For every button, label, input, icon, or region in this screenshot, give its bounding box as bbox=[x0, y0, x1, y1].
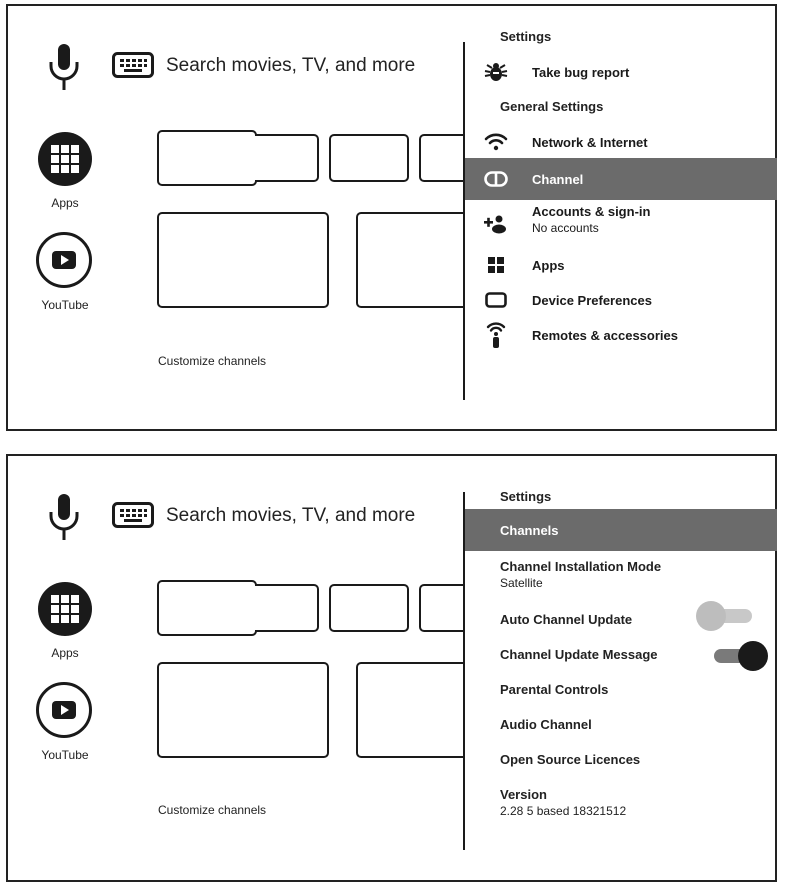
open-source-licences[interactable] bbox=[465, 752, 777, 767]
device-preferences-label: Device Preferences bbox=[532, 292, 652, 308]
wifi-icon bbox=[483, 132, 509, 152]
tv-screen-channel-settings bbox=[6, 454, 777, 882]
channels-header[interactable] bbox=[465, 509, 777, 551]
youtube-play-icon bbox=[52, 701, 76, 719]
search-bar[interactable]: Search movies, TV, and more bbox=[166, 55, 416, 76]
menu-item-device-preferences[interactable] bbox=[465, 282, 777, 318]
program-tile[interactable] bbox=[157, 662, 329, 758]
parental-controls-label: Parental Controls bbox=[500, 682, 609, 697]
apps-grid-icon bbox=[51, 595, 79, 623]
auto-channel-update-label: Auto Channel Update bbox=[500, 612, 633, 627]
youtube-label: YouTube bbox=[41, 298, 89, 312]
bug-icon bbox=[483, 62, 509, 82]
installation-mode-label: Channel Installation Mode bbox=[500, 559, 662, 574]
channel-tile[interactable] bbox=[255, 584, 319, 632]
accounts-label: Accounts & sign-in bbox=[532, 204, 651, 219]
channel-tile-focused[interactable] bbox=[157, 580, 257, 636]
menu-item-accounts[interactable] bbox=[465, 204, 777, 244]
tv-icon bbox=[483, 290, 509, 310]
version-info[interactable] bbox=[465, 787, 777, 818]
program-tile[interactable] bbox=[157, 212, 329, 308]
customize-channels-link[interactable]: Customize channels bbox=[158, 354, 267, 368]
network-label: Network & Internet bbox=[532, 134, 648, 150]
menu-item-bug-report[interactable] bbox=[465, 54, 777, 90]
version-label: Version bbox=[500, 787, 547, 802]
youtube-play-icon bbox=[52, 251, 76, 269]
program-tile[interactable] bbox=[356, 212, 463, 308]
microphone-icon[interactable] bbox=[48, 44, 80, 92]
channel-update-message-toggle[interactable] bbox=[708, 641, 768, 671]
apps-icon[interactable] bbox=[38, 132, 92, 186]
settings-title: Settings bbox=[500, 489, 552, 504]
apps-grid-icon bbox=[51, 145, 79, 173]
tv-screen-settings-menu bbox=[6, 4, 777, 431]
channel-installation-mode[interactable] bbox=[465, 559, 777, 590]
customize-channels-link[interactable]: Customize channels bbox=[158, 803, 267, 817]
microphone-icon[interactable] bbox=[48, 494, 80, 542]
version-value: 2.28 5 based 18321512 bbox=[500, 804, 627, 818]
toggle-knob bbox=[738, 641, 768, 671]
apps-label: Apps bbox=[51, 196, 79, 210]
audio-channel-label: Audio Channel bbox=[500, 717, 592, 732]
youtube-icon[interactable] bbox=[36, 232, 92, 288]
channels-header-label: Channels bbox=[500, 522, 559, 538]
menu-item-apps[interactable] bbox=[465, 247, 777, 283]
menu-item-remotes[interactable] bbox=[465, 317, 777, 353]
parental-controls[interactable] bbox=[465, 682, 777, 697]
accounts-text bbox=[532, 204, 650, 235]
channel-tile[interactable] bbox=[419, 134, 463, 182]
settings-title: Settings bbox=[500, 29, 552, 44]
apps-label: Apps bbox=[51, 646, 79, 660]
apps-grid-icon bbox=[483, 255, 509, 275]
bug-report-label: Take bug report bbox=[532, 64, 630, 80]
channel-icon bbox=[483, 169, 509, 189]
apps-menu-label: Apps bbox=[532, 257, 565, 273]
channel-label: Channel bbox=[532, 171, 584, 187]
menu-item-channel[interactable] bbox=[465, 158, 777, 200]
open-source-licences-label: Open Source Licences bbox=[500, 752, 641, 767]
menu-item-network[interactable] bbox=[465, 124, 777, 160]
youtube-label: YouTube bbox=[41, 748, 89, 762]
auto-channel-update-toggle[interactable] bbox=[696, 601, 756, 631]
keyboard-icon[interactable] bbox=[112, 502, 154, 528]
channel-tile[interactable] bbox=[329, 584, 409, 632]
channel-tile[interactable] bbox=[419, 584, 463, 632]
channel-tile-focused[interactable] bbox=[157, 130, 257, 186]
installation-mode-value: Satellite bbox=[500, 576, 543, 590]
remote-icon bbox=[483, 325, 509, 345]
add-account-icon bbox=[483, 214, 509, 234]
remotes-label: Remotes & accessories bbox=[532, 327, 678, 343]
youtube-icon[interactable] bbox=[36, 682, 92, 738]
search-bar[interactable]: Search movies, TV, and more bbox=[166, 505, 416, 526]
program-tile[interactable] bbox=[356, 662, 463, 758]
channel-tile[interactable] bbox=[255, 134, 319, 182]
keyboard-icon[interactable] bbox=[112, 52, 154, 78]
channel-update-message-label: Channel Update Message bbox=[500, 647, 658, 662]
accounts-status: No accounts bbox=[532, 221, 599, 235]
general-settings-header: General Settings bbox=[500, 99, 604, 114]
apps-icon[interactable] bbox=[38, 582, 92, 636]
toggle-knob bbox=[696, 601, 726, 631]
channel-tile[interactable] bbox=[329, 134, 409, 182]
audio-channel[interactable] bbox=[465, 717, 777, 732]
